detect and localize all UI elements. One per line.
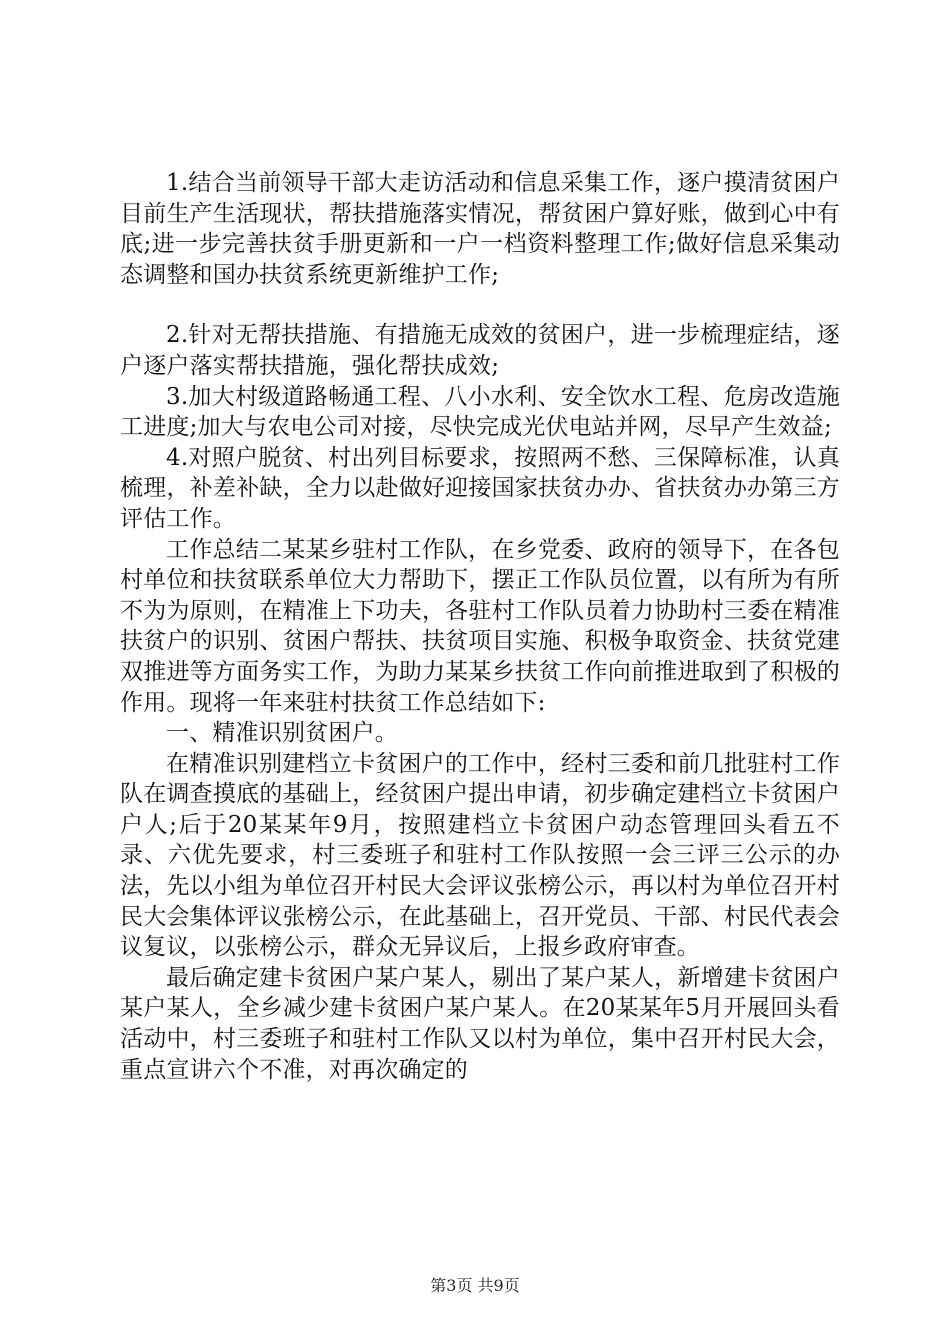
section-heading: 一、精准识别贫困户。	[166, 720, 398, 747]
paragraph-item-3: 3.加大村级道路畅通工程、八小水利、安全饮水工程、危房改造施工进度;加大与农电公司对接，尽快完成光伏电站并网，尽早产生效益;	[120, 383, 840, 441]
paragraph-summary-two: 工作总结二某某乡驻村工作队，在乡党委、政府的领导下，在各包村单位和扶贫联系单位大力帮助下，摆正工作队员位置，以有所为有所不为为原则，在精准上下功夫，各驻村工作队员着力协助村三委在精准扶贫户的识别、贫困户帮扶、扶贫项目实施、积极争取资金、扶贫党建双推进等方面务实工作，为助力某某乡扶贫工作向前推进取到了积极的作用。现将一年来驻村扶贫工作总结如下:	[120, 536, 840, 716]
page-footer: 第3页 共9页	[430, 1276, 520, 1295]
paragraph-identification: 在精准识别建档立卡贫困户的工作中，经村三委和前几批驻村工作队在调查摸底的基础上，经贫困户提出申请，初步确定建档立卡贫困户户人;后于20某某年9月，按照建档立卡贫困户动态管理回头看五不录、六优先要求，村三委班子和驻村工作队按照一会三评三公示的办法，先以小组为单位召开村民大会评议张榜公示，再以村为单位召开村民大会集体评议张榜公示，在此基础上，召开党员、干部、村民代表会议复议，以张榜公示，群众无异议后，上报乡政府审查。	[120, 750, 840, 961]
paragraph-item-4: 4.对照户脱贫、村出列目标要求，按照两不愁、三保障标准，认真梳理，补差补缺，全力以赴做好迎接国家扶贫办办、省扶贫办办第三方评估工作。	[120, 444, 840, 532]
paragraph-final-confirmation: 最后确定建卡贫困户某户某人，剔出了某户某人，新增建卡贫困户某户某人，全乡减少建卡贫困户某户某人。在20某某年5月开展回头看活动中，村三委班子和驻村工作队又以村为单位，集中召开村民大会，重点宣讲六个不准，对再次确定的	[120, 964, 840, 1083]
paragraph-item-2: 2.针对无帮扶措施、有措施无成效的贫困户，进一步梳理症结，逐户逐户落实帮扶措施，强化帮扶成效;	[120, 322, 840, 379]
document-body	[120, 168, 840, 1085]
paragraph-item-1: 1.结合当前领导干部大走访活动和信息采集工作，逐户摸清贫困户目前生产生活现状，帮扶措施落实情况，帮贫困户算好账，做到心中有底;进一步完善扶贫手册更新和一户一档资料整理工作;做好信息采集动态调整和国办扶贫系统更新维护工作;	[120, 170, 840, 288]
